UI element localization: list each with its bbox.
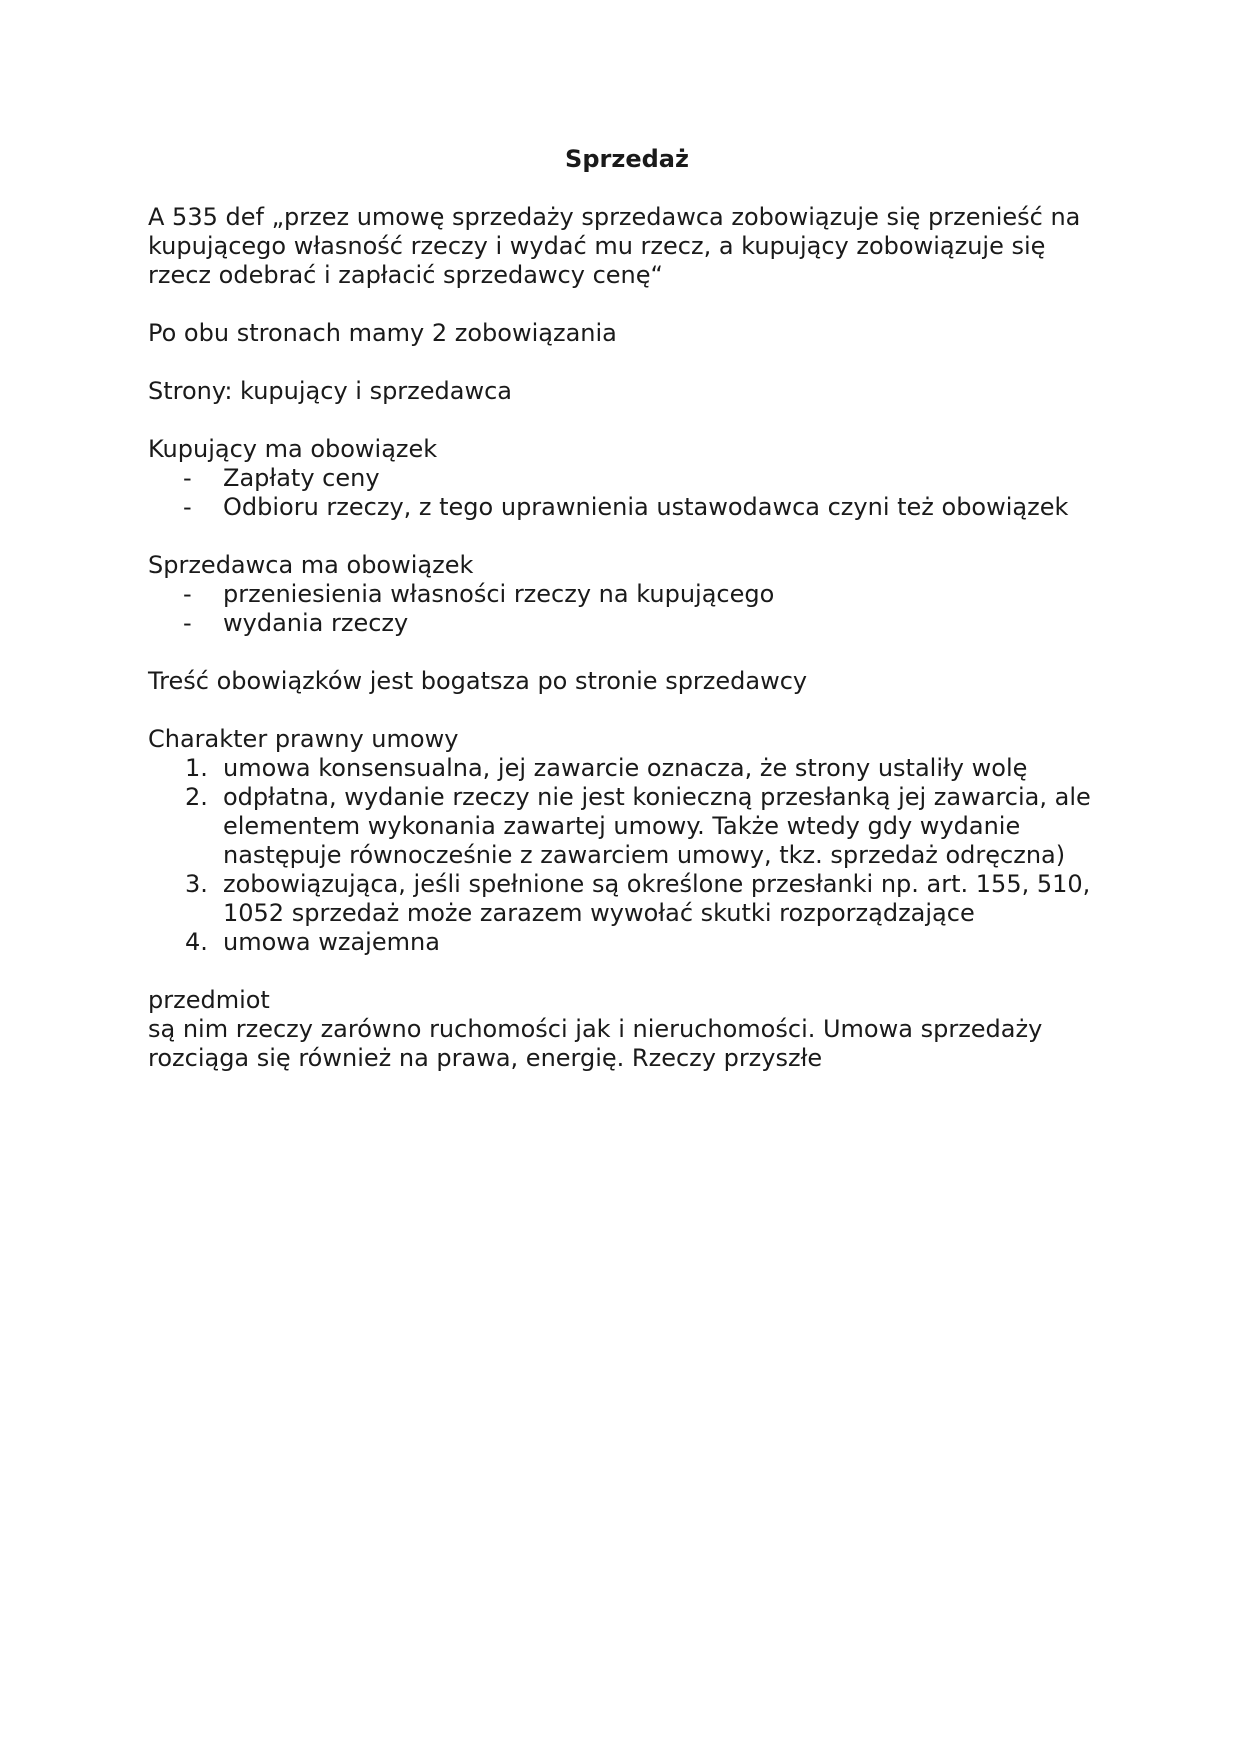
dash-marker: - — [183, 493, 192, 521]
dash-marker: - — [183, 580, 192, 608]
character-heading: Charakter prawny umowy — [148, 725, 459, 753]
document-page — [148, 145, 1098, 1102]
seller-heading: Sprzedawca ma obowiązek — [148, 551, 474, 579]
list-number: 3. — [185, 870, 208, 898]
dash-marker: - — [183, 464, 192, 492]
subject-section — [148, 986, 1098, 1073]
buyer-section — [148, 435, 1098, 522]
list-item — [148, 928, 1098, 957]
list-item-text: Zapłaty ceny — [223, 464, 380, 492]
buyer-list — [148, 464, 1098, 522]
list-number: 1. — [185, 754, 208, 782]
definition-paragraph: A 535 def „przez umowę sprzedaży sprzedawca zobowiązuje się przenieść na kupującego własność rzeczy i wydać mu rzecz, a kupujący zobowiązuje się rzecz odebrać i zapłacić sprzedawcy cenę“ — [148, 203, 1081, 289]
parties-line: Strony: kupujący i sprzedawca — [148, 377, 513, 405]
richer-note: Treść obowiązków jest bogatsza po stronie sprzedawcy — [148, 667, 808, 695]
list-item — [148, 580, 1098, 609]
list-item — [148, 609, 1098, 638]
list-item — [148, 464, 1098, 493]
obligations-note: Po obu stronach mamy 2 zobowiązania — [148, 319, 617, 347]
list-item-text: umowa wzajemna — [223, 928, 440, 956]
list-item — [148, 493, 1098, 522]
list-number: 4. — [185, 928, 208, 956]
seller-section — [148, 551, 1098, 638]
subject-text: są nim rzeczy zarówno ruchomości jak i nieruchomości. Umowa sprzedaży rozciąga się również na prawa, energię. Rzeczy przyszłe — [148, 1015, 1043, 1072]
dash-marker: - — [183, 609, 192, 637]
list-item — [148, 870, 1098, 928]
list-item-text: umowa konsensualna, jej zawarcie oznacza, że strony ustaliły wolę — [223, 754, 1028, 782]
list-item-text: zobowiązująca, jeśli spełnione są określone przesłanki np. art. 155, 510, 1052 sprzedaż może zarazem wywołać skutki rozporządzające — [223, 870, 1091, 927]
subject-heading: przedmiot — [148, 986, 270, 1014]
character-list — [148, 754, 1098, 957]
list-item-text: odpłatna, wydanie rzeczy nie jest konieczną przesłanką jej zawarcia, ale elementem wykonania zawartej umowy. Także wtedy gdy wydanie następuje równocześnie z zawarciem umowy, tkz. sprzedaż odręczna) — [223, 783, 1091, 869]
list-number: 2. — [185, 783, 208, 811]
list-item — [148, 754, 1098, 783]
list-item — [148, 783, 1098, 870]
list-item-text: przeniesienia własności rzeczy na kupującego — [223, 580, 775, 608]
seller-list — [148, 580, 1098, 638]
buyer-heading: Kupujący ma obowiązek — [148, 435, 438, 463]
document-title: Sprzedaż — [565, 145, 689, 173]
list-item-text: wydania rzeczy — [223, 609, 409, 637]
character-section — [148, 725, 1098, 957]
list-item-text: Odbioru rzeczy, z tego uprawnienia ustawodawca czyni też obowiązek — [223, 493, 1069, 521]
